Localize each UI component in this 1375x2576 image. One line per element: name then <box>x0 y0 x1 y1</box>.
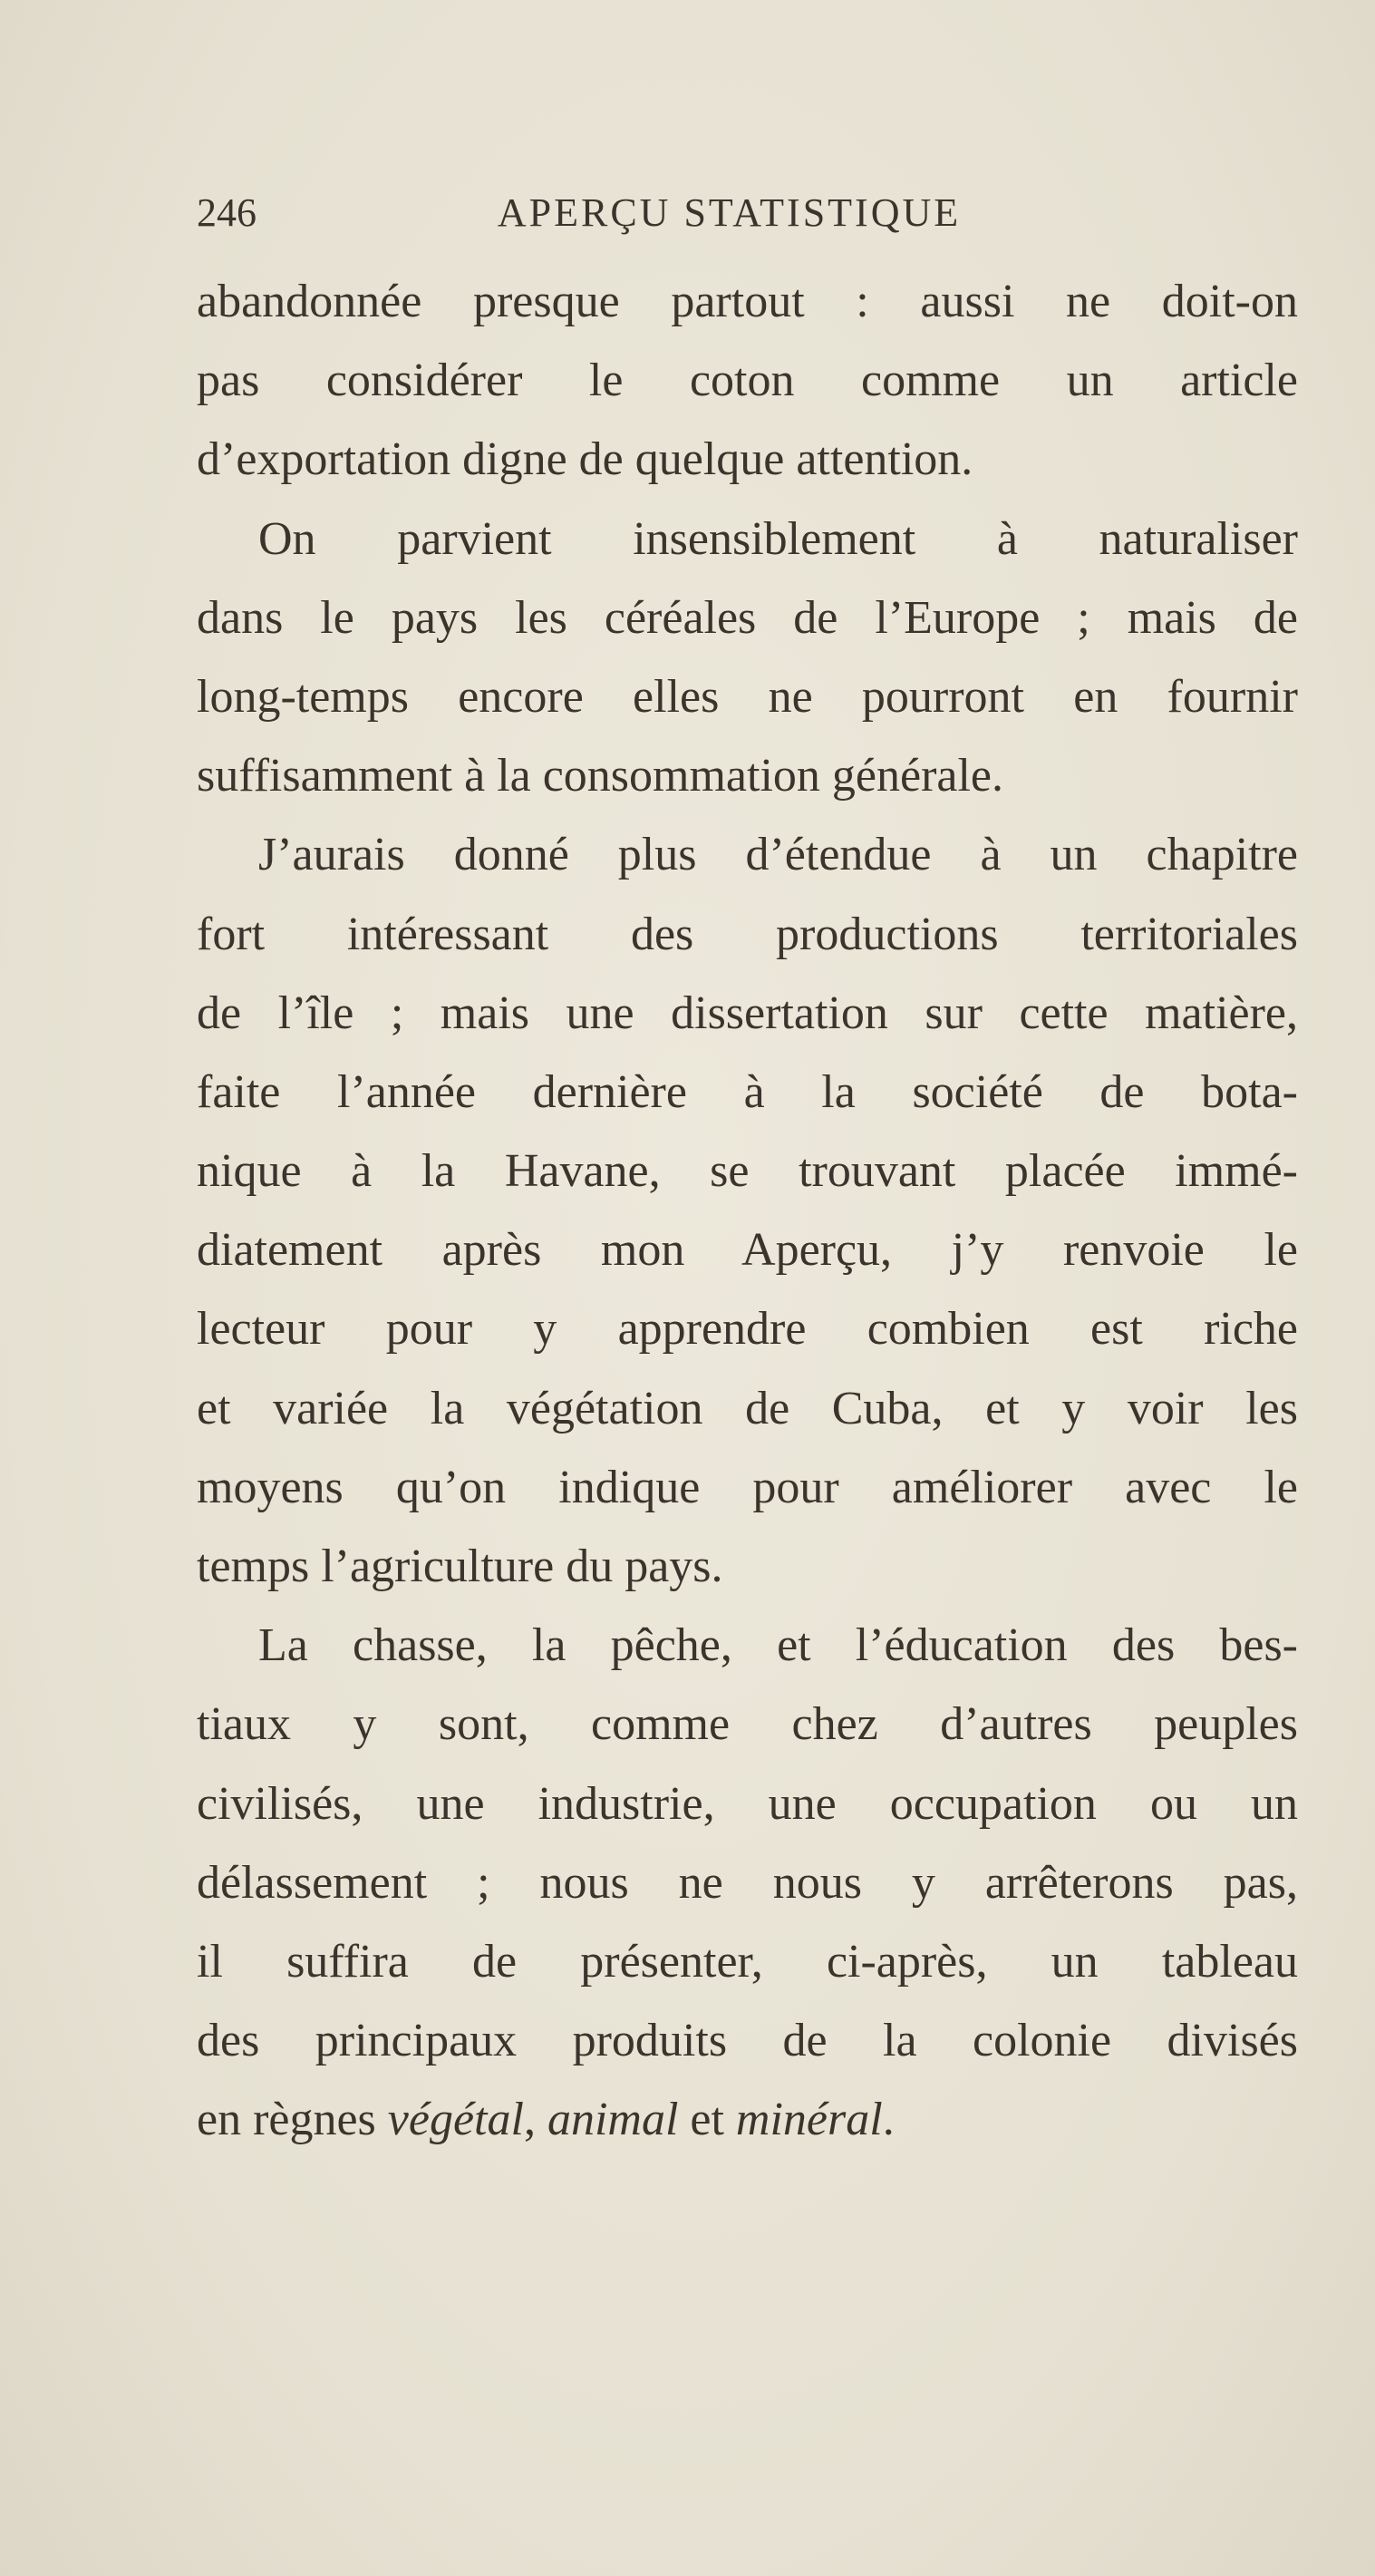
body-text <box>197 262 1298 2160</box>
text-line: long-temps encore elles ne pourront en fournir <box>197 670 1298 723</box>
text-line: délassement ; nous ne nous y arrêterons pas, <box>197 1856 1298 1909</box>
text-line: des principaux produits de la colonie divisés <box>197 2015 1298 2067</box>
page-number: 246 <box>197 190 257 235</box>
text-line: il suffira de présenter, ci-après, un tableau <box>197 1935 1298 1988</box>
text-line: nique à la Havane, se trouvant placée immé- <box>197 1145 1298 1198</box>
text-line: de l’île ; mais une dissertation sur cette matière, <box>197 987 1298 1039</box>
text-line: suffisamment à la consommation générale. <box>197 750 1003 802</box>
italic-word: minéral <box>735 2094 883 2146</box>
text-line: abandonnée presque partout : aussi ne doit-on <box>197 276 1298 327</box>
text-line: civilisés, une industrie, une occupation ou un <box>197 1777 1298 1830</box>
text-line: faite l’année dernière à la société de bota- <box>197 1065 1298 1118</box>
text-line: temps l’agriculture du pays. <box>197 1541 723 1592</box>
text-line: J’aurais donné plus d’étendue à un chapitre <box>258 829 1298 881</box>
text-line: diatement après mon Aperçu, j’y renvoie le <box>197 1224 1298 1277</box>
text-line: La chasse, la pêche, et l’éducation des bes- <box>258 1619 1298 1672</box>
text-line: moyens qu’on indique pour améliorer avec le <box>197 1461 1298 1513</box>
text-segment: en règnes <box>197 2094 388 2146</box>
page-header <box>197 181 1298 245</box>
text-line: tiaux y sont, comme chez d’autres peuples <box>197 1698 1298 1751</box>
text-line: dans le pays les céréales de l’Europe ; mais de <box>197 591 1298 644</box>
text-line: fort intéressant des productions territoriales <box>197 908 1298 960</box>
text-line: pas considérer le coton comme un article <box>197 355 1298 407</box>
text-segment: , <box>523 2094 547 2146</box>
text-line: lecteur pour y apprendre combien est riche <box>197 1303 1298 1356</box>
text-line: et variée la végétation de Cuba, et y voir les <box>197 1382 1298 1434</box>
italic-word: animal <box>547 2094 679 2146</box>
text-line-last <box>197 2080 1298 2159</box>
text-line: d’exportation digne de quelque attention. <box>197 433 973 486</box>
italic-word: végétal <box>387 2094 524 2146</box>
text-segment: . <box>882 2094 895 2146</box>
text-segment: et <box>678 2094 736 2146</box>
text-line: On parvient insensiblement à naturaliser <box>258 512 1298 565</box>
running-title: APERÇU STATISTIQUE <box>497 190 962 235</box>
